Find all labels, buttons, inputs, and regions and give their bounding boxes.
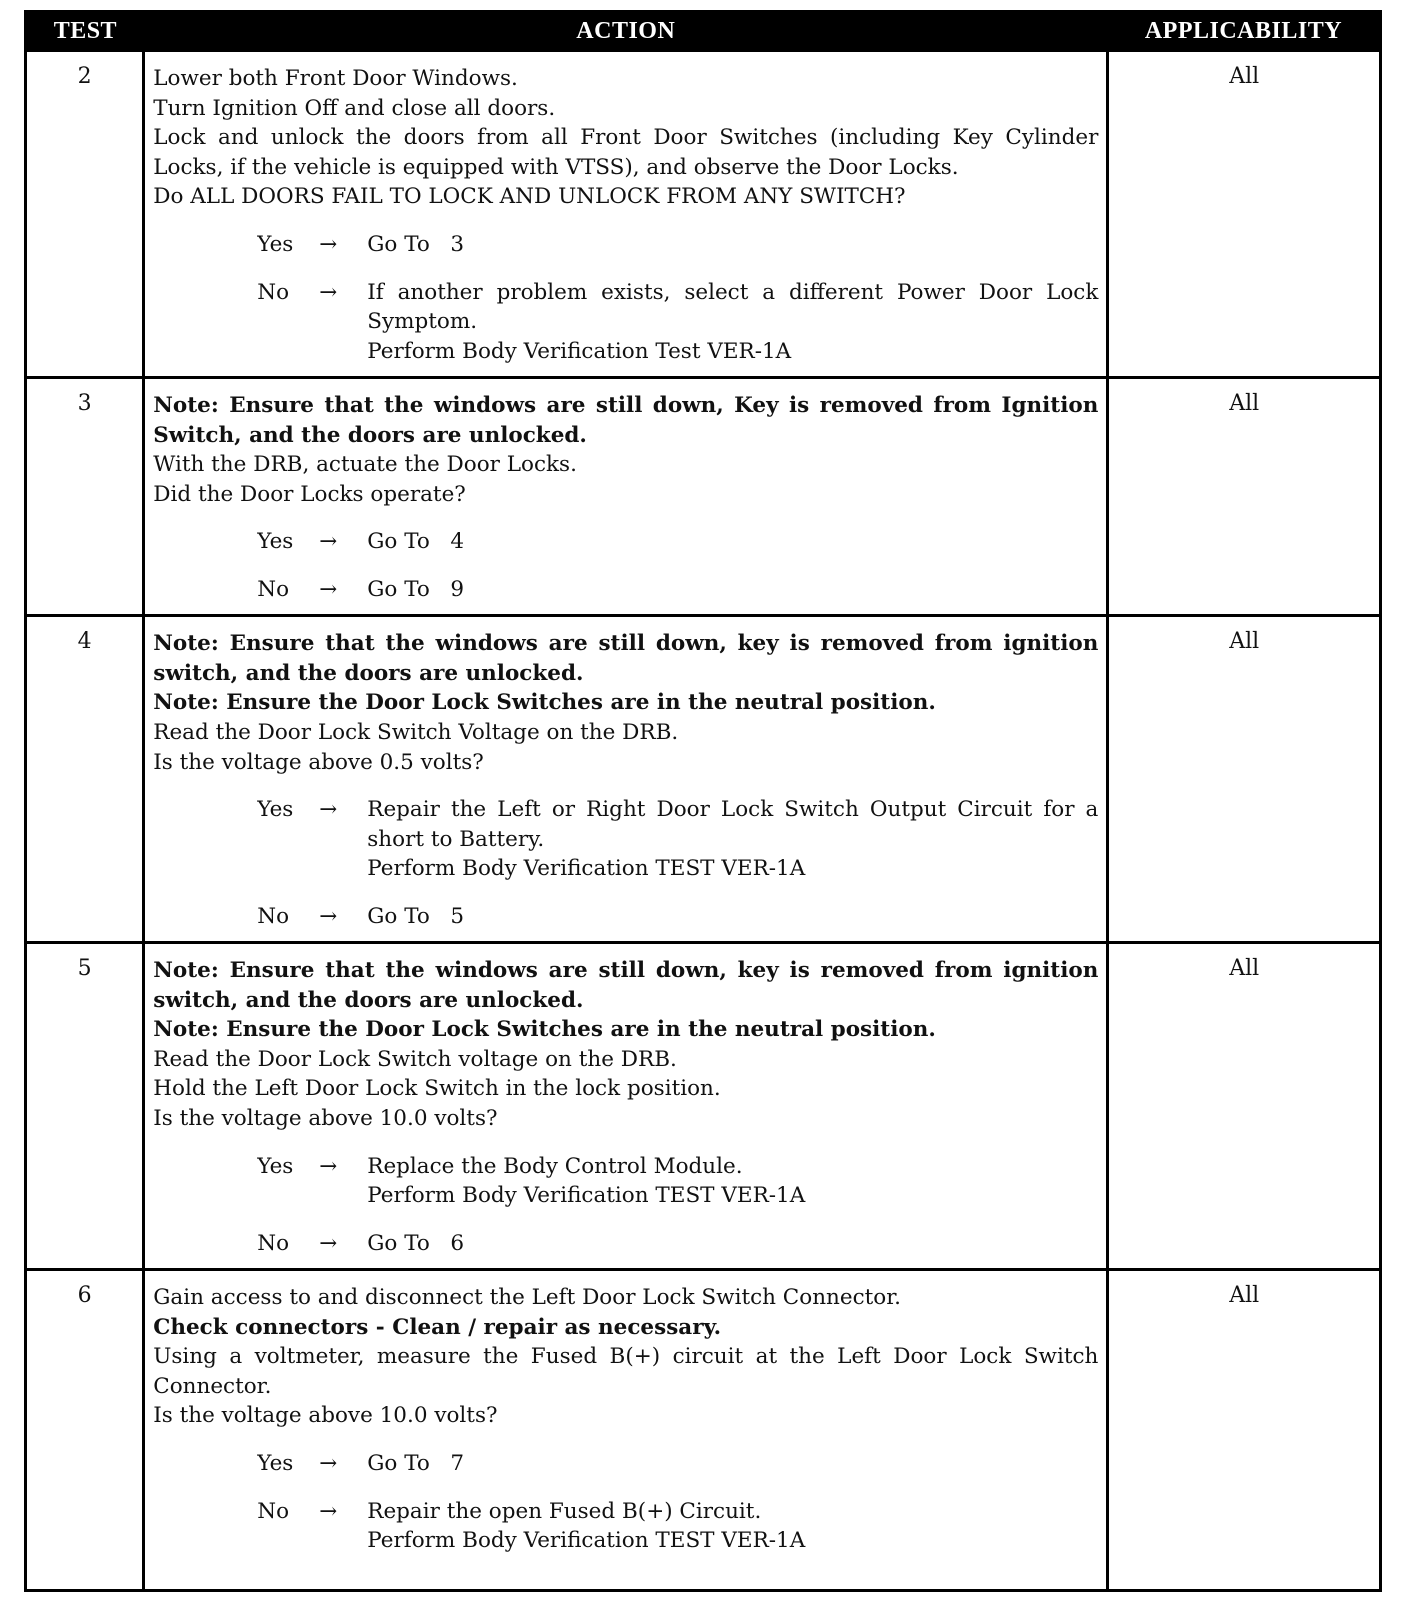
table-row: [26, 51, 1381, 378]
result-line: Go To 6: [367, 1230, 464, 1256]
header-action: ACTION: [144, 12, 1108, 51]
header-test: TEST: [26, 12, 144, 51]
applicability-cell: [1108, 377, 1381, 615]
outcome-no: [257, 1497, 1098, 1556]
test-number: 3: [77, 390, 92, 416]
outcome-yes: [257, 1152, 1098, 1211]
arrow-icon: →: [319, 1498, 338, 1524]
instruction-text: Read the Door Lock Switch Voltage on the DRB.: [153, 719, 679, 745]
answer-label: Yes: [257, 1153, 294, 1179]
instruction-text: Turn Ignition Off and close all doors.: [153, 95, 556, 121]
note-text: Note: Ensure that the windows are still down, key is removed from ignition: [153, 958, 1099, 984]
outcome-result: [367, 527, 1098, 557]
instruction-text: Lower both Front Door Windows.: [153, 66, 518, 91]
instruction-text: Using a voltmeter, measure the Fused B(+) circuit at the Left Door Lock Switch: [153, 1344, 1099, 1370]
answer-label: Yes: [257, 231, 294, 257]
action-text: [145, 944, 1106, 1258]
instruction-text: Is the voltage above 0.5 volts?: [153, 749, 484, 775]
instruction-text: Is the voltage above 10.0 volts?: [153, 1403, 498, 1429]
test-cell: [26, 377, 144, 615]
arrow-icon: →: [319, 797, 338, 823]
instruction-text: Did the Door Locks operate?: [153, 481, 466, 507]
instruction-text: Is the voltage above 10.0 volts?: [153, 1106, 498, 1132]
applicability-cell: [1108, 51, 1381, 378]
action-text: [145, 617, 1106, 931]
table-row: [26, 377, 1381, 615]
test-number: 5: [77, 956, 92, 982]
action-cell: [144, 1270, 1108, 1591]
outcome-result: [367, 575, 1098, 605]
result-line: Replace the Body Control Module.: [367, 1153, 743, 1179]
test-cell: [26, 51, 144, 378]
answer-label: No: [257, 1230, 290, 1256]
note-text: Check connectors - Clean / repair as necessary.: [153, 1314, 722, 1340]
result-line: short to Battery.: [367, 826, 545, 852]
instruction-text: With the DRB, actuate the Door Locks.: [153, 452, 577, 478]
result-line: Perform Body Verification TEST VER-1A: [367, 1528, 806, 1554]
action-cell: [144, 616, 1108, 943]
arrow-icon: →: [319, 231, 338, 257]
note-text: Note: Ensure that the windows are still down, key is removed from ignition: [153, 631, 1099, 657]
action-cell: [144, 51, 1108, 378]
outcome-result: [367, 1229, 1098, 1259]
result-line: Go To 3: [367, 231, 464, 257]
action-cell: [144, 943, 1108, 1270]
outcome-no: [257, 1229, 1098, 1259]
header-applicability: APPLICABILITY: [1108, 12, 1381, 51]
answer-label: Yes: [257, 1451, 294, 1477]
table-body: [26, 51, 1381, 1591]
result-line: Perform Body Verification TEST VER-1A: [367, 1183, 806, 1209]
outcome-yes: [257, 1449, 1098, 1479]
result-line: Perform Body Verification TEST VER-1A: [367, 856, 806, 882]
instruction-text: Hold the Left Door Lock Switch in the lock position.: [153, 1076, 721, 1102]
outcome-result: [367, 230, 1098, 260]
outcome-result: [367, 795, 1098, 884]
test-number: 4: [77, 629, 92, 655]
note-text: Switch, and the doors are unlocked.: [153, 422, 587, 448]
outcome-no: [257, 278, 1098, 367]
answer-label: No: [257, 576, 290, 602]
outcome-result: [367, 278, 1098, 367]
result-line: If another problem exists, select a different Power Door Lock: [367, 279, 1099, 305]
result-line: Go To 5: [367, 903, 464, 929]
applicability-value: All: [1229, 956, 1260, 982]
test-cell: [26, 943, 144, 1270]
instruction-text: Connector.: [153, 1373, 272, 1399]
arrow-icon: →: [319, 576, 338, 602]
instruction-text: Lock and unlock the doors from all Front Door Switches (including Key Cylinder: [153, 125, 1099, 151]
arrow-icon: →: [319, 1230, 338, 1256]
arrow-icon: →: [319, 279, 338, 305]
answer-label: No: [257, 903, 290, 929]
arrow-icon: →: [319, 903, 338, 929]
test-cell: [26, 616, 144, 943]
outcome-result: [367, 902, 1098, 932]
instruction-text: Gain access to and disconnect the Left Door Lock Switch Connector.: [153, 1285, 901, 1311]
result-line: Perform Body Verification Test VER-1A: [367, 338, 792, 364]
result-line: Go To 9: [367, 576, 464, 602]
note-text: Note: Ensure the Door Lock Switches are in the neutral position.: [153, 1017, 936, 1043]
answer-label: Yes: [257, 529, 294, 555]
arrow-icon: →: [319, 1153, 338, 1179]
outcome-result: [367, 1497, 1098, 1556]
note-text: Note: Ensure the Door Lock Switches are in the neutral position.: [153, 690, 936, 716]
note-text: Note: Ensure that the windows are still down, Key is removed from Ignition: [153, 392, 1099, 418]
instruction-text: Do ALL DOORS FAIL TO LOCK AND UNLOCK FROM ANY SWITCH?: [153, 184, 906, 210]
result-line: Go To 7: [367, 1451, 464, 1477]
outcome-result: [367, 1152, 1098, 1211]
action-text: [145, 1271, 1106, 1556]
answer-label: Yes: [257, 797, 294, 823]
note-text: switch, and the doors are unlocked.: [153, 987, 584, 1013]
outcome-yes: [257, 230, 1098, 260]
test-cell: [26, 1270, 144, 1591]
action-text: [145, 52, 1106, 366]
outcome-yes: [257, 527, 1098, 557]
diagnostic-table: [24, 10, 1382, 1592]
arrow-icon: →: [319, 529, 338, 555]
test-number: 6: [77, 1283, 92, 1309]
table-row: [26, 1270, 1381, 1591]
result-line: Repair the Left or Right Door Lock Switch Output Circuit for a: [367, 797, 1099, 823]
result-line: Repair the open Fused B(+) Circuit.: [367, 1498, 762, 1524]
answer-label: No: [257, 279, 290, 305]
table-row: [26, 943, 1381, 1270]
applicability-value: All: [1229, 64, 1260, 89]
applicability-value: All: [1229, 629, 1260, 655]
test-number: 2: [77, 64, 92, 89]
table-row: [26, 616, 1381, 943]
arrow-icon: →: [319, 1451, 338, 1477]
outcome-no: [257, 902, 1098, 932]
header-row: [26, 12, 1381, 51]
outcome-result: [367, 1449, 1098, 1479]
outcome-yes: [257, 795, 1098, 884]
result-line: Go To 4: [367, 529, 464, 555]
answer-label: No: [257, 1498, 290, 1524]
action-cell: [144, 377, 1108, 615]
result-line: Symptom.: [367, 309, 478, 335]
applicability-cell: [1108, 616, 1381, 943]
outcome-no: [257, 575, 1098, 605]
applicability-cell: [1108, 943, 1381, 1270]
applicability-value: All: [1229, 1283, 1260, 1309]
applicability-value: All: [1229, 390, 1260, 416]
action-text: [145, 379, 1106, 605]
note-text: switch, and the doors are unlocked.: [153, 660, 584, 686]
instruction-text: Locks, if the vehicle is equipped with VTSS), and observe the Door Locks.: [153, 154, 959, 180]
applicability-cell: [1108, 1270, 1381, 1591]
instruction-text: Read the Door Lock Switch voltage on the DRB.: [153, 1046, 677, 1072]
